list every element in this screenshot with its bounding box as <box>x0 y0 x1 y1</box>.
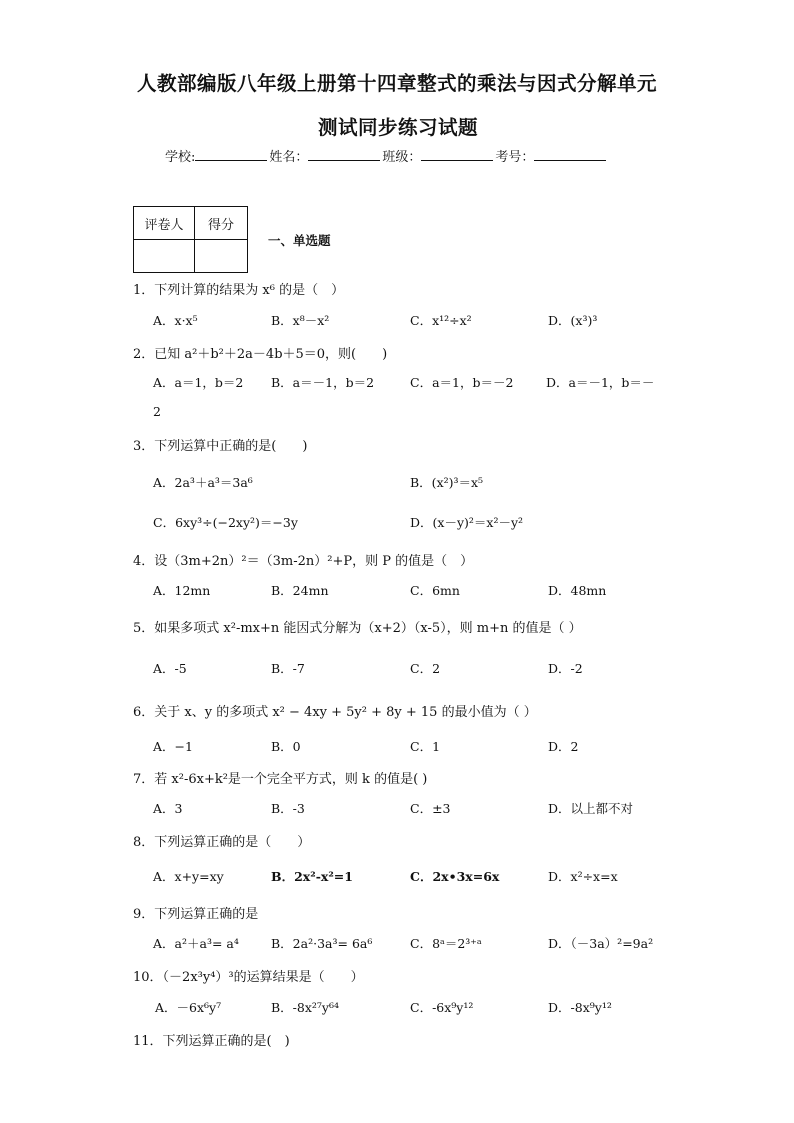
question-stem: 5．如果多项式 x²-mx+n 能因式分解为（x+2）（x-5），则 m+n 的值是（ ） <box>133 621 582 636</box>
option-c[interactable]: C．6xy³÷(−2xy²)＝−3y <box>153 515 298 530</box>
option-c[interactable]: C．6mn <box>410 583 460 598</box>
option-b[interactable]: B．0 <box>271 739 301 754</box>
option-d[interactable]: D．以上都不对 <box>548 801 634 816</box>
option-b[interactable]: B．x⁸－x² <box>271 313 330 328</box>
option-d[interactable]: D．48mn <box>548 583 607 598</box>
option-a[interactable]: A．a＝1，b＝2 <box>153 375 244 390</box>
question-stem: 7．若 x²-6x+k²是一个完全平方式，则 k 的值是( ) <box>133 772 428 787</box>
option-d[interactable]: D．a＝－1，b＝－ <box>546 375 655 390</box>
question-stem: 10．（－2x³y⁴）³的运算结果是（ ） <box>133 970 364 985</box>
option-d[interactable]: D．x²÷x=x <box>548 869 618 884</box>
number-field[interactable] <box>534 148 606 161</box>
question-stem: 8．下列运算正确的是（ ） <box>133 835 311 850</box>
school-label: 学校: <box>165 150 196 165</box>
option-b[interactable]: B．-7 <box>271 661 305 676</box>
option-d[interactable]: D．-8x⁹y¹² <box>548 1000 612 1015</box>
option-b[interactable]: B．-8x²⁷y⁶⁴ <box>271 1000 340 1015</box>
option-c[interactable]: C．±3 <box>410 801 451 816</box>
page-title: 人教部编版八年级上册第十四章整式的乘法与因式分解单元 <box>137 72 658 95</box>
question-stem: 11．下列运算正确的是( ) <box>133 1034 290 1049</box>
class-label: 班级： <box>382 150 422 165</box>
option-d[interactable]: D．2 <box>548 739 579 754</box>
option-b[interactable]: B．24mn <box>271 583 329 598</box>
option-a[interactable]: A．－6x⁶y⁷ <box>155 1000 222 1015</box>
option-b[interactable]: B．-3 <box>271 801 305 816</box>
option-b[interactable]: B．(x²)³＝x⁵ <box>410 475 484 490</box>
number-label: 考号： <box>495 150 535 165</box>
option-a[interactable]: A．3 <box>153 801 183 816</box>
question-stem: 4．设（3m+2n）²＝（3m-2n）²+P，则 P 的值是（ ） <box>133 554 474 569</box>
option-d[interactable]: D．(x³)³ <box>548 313 598 328</box>
score-cell[interactable] <box>195 240 248 273</box>
name-field[interactable] <box>308 148 380 161</box>
score-header: 得分 <box>195 207 248 240</box>
option-c[interactable]: C．1 <box>410 739 441 754</box>
name-label: 姓名： <box>269 150 309 165</box>
student-info-line <box>165 146 608 165</box>
question-stem: 3．下列运算中正确的是( ) <box>133 439 308 454</box>
option-b[interactable]: B．a＝－1，b＝2 <box>271 375 375 390</box>
option-b[interactable]: B．2x²-x²=1 <box>271 869 353 884</box>
question-stem: 9．下列运算正确的是 <box>133 907 259 922</box>
option-d-wrap: 2 <box>153 404 161 419</box>
question-stem: 1．下列计算的结果为 x⁶ 的是（ ） <box>133 283 345 298</box>
option-d[interactable]: D．-2 <box>548 661 583 676</box>
grader-cell[interactable] <box>134 240 195 273</box>
class-field[interactable] <box>421 148 493 161</box>
option-a[interactable]: A．12mn <box>153 583 211 598</box>
option-a[interactable]: A．x·x⁵ <box>153 313 198 328</box>
option-d[interactable]: D．（－3a）²=9a² <box>548 936 654 951</box>
grader-header: 评卷人 <box>134 207 195 240</box>
option-a[interactable]: A．x+y=xy <box>153 869 224 884</box>
option-a[interactable]: A．−1 <box>153 739 193 754</box>
page-title-line2: 测试同步练习试题 <box>318 116 479 139</box>
option-a[interactable]: A．a²＋a³= a⁴ <box>153 936 239 951</box>
section-title: 一、单选题 <box>268 233 331 248</box>
option-b[interactable]: B．2a²·3a³= 6a⁶ <box>271 936 373 951</box>
option-d[interactable]: D．(x－y)²＝x²－y² <box>410 515 524 530</box>
score-table <box>133 206 248 273</box>
option-a[interactable]: A．2a³＋a³＝3a⁶ <box>153 475 253 490</box>
option-c[interactable]: C．8ᵃ＝2³⁺ᵃ <box>410 936 482 951</box>
option-a[interactable]: A．-5 <box>153 661 187 676</box>
option-c[interactable]: C．2 <box>410 661 441 676</box>
option-c[interactable]: C．-6x⁹y¹² <box>410 1000 474 1015</box>
question-stem: 2．已知 a²＋b²＋2a－4b＋5＝0，则( ) <box>133 347 388 362</box>
question-stem: 6．关于 x、y 的多项式 x² − 4xy + 5y² + 8y + 15 的最小值为（ ） <box>133 705 537 720</box>
option-c[interactable]: C．2x•3x=6x <box>410 869 500 884</box>
school-field[interactable] <box>195 148 267 161</box>
option-c[interactable]: C．a＝1，b＝－2 <box>410 375 514 390</box>
option-c[interactable]: C．x¹²÷x² <box>410 313 472 328</box>
